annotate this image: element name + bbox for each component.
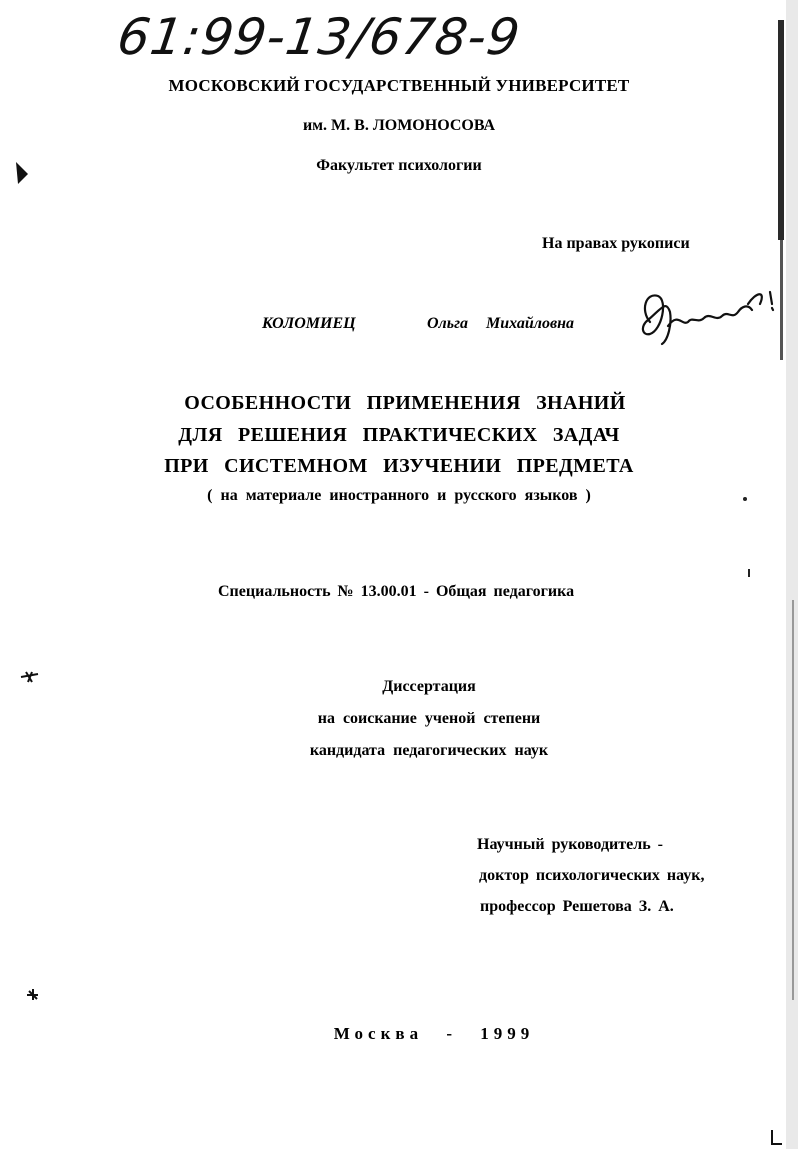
scan-mark-left-2 [20, 670, 40, 684]
university-name: МОСКОВСКИЙ ГОСУДАРСТВЕННЫЙ УНИВЕРСИТЕТ [168, 76, 630, 95]
city-year: Москва - 1999 [333, 1024, 535, 1043]
manuscript-note: На правах рукописи [542, 235, 690, 252]
scan-mark-left-1 [12, 160, 32, 186]
scan-mark-right-1 [742, 496, 748, 502]
title-subtitle: ( на материале иностранного и русского языков ) [207, 487, 591, 504]
supervisor-name: профессор Решетова З. А. [480, 898, 674, 915]
title-line-1: ОСОБЕННОСТИ ПРИМЕНЕНИЯ ЗНАНИЙ [184, 392, 626, 414]
scan-mark-left-3 [26, 988, 40, 1002]
scan-mark-corner [770, 1128, 784, 1146]
faculty-name: Факультет психологии [316, 157, 482, 174]
supervisor-degree: доктор психологических наук, [479, 867, 705, 884]
supervisor-role: Научный руководитель - [477, 836, 663, 853]
handwritten-catalog-number: 61:99-13/678-9 [113, 8, 524, 66]
specialty: Специальность № 13.00.01 - Общая педагогика [218, 583, 575, 600]
scan-mark-right-2 [746, 568, 752, 578]
named-after: им. М. В. ЛОМОНОСОВА [302, 117, 496, 134]
title-line-3: ПРИ СИСТЕМНОМ ИЗУЧЕНИИ ПРЕДМЕТА [164, 455, 634, 477]
title-line-2: ДЛЯ РЕШЕНИЯ ПРАКТИЧЕСКИХ ЗАДАЧ [178, 424, 620, 446]
author-surname: КОЛОМИЕЦ [262, 315, 356, 332]
author-name: Ольга Михайловна [427, 315, 575, 332]
signature [632, 282, 782, 352]
dissertation-field-line: кандидата педагогических наук [309, 742, 549, 759]
dissertation-degree-line: на соискание ученой степени [317, 710, 541, 727]
dissertation-label: Диссертация [382, 678, 476, 695]
